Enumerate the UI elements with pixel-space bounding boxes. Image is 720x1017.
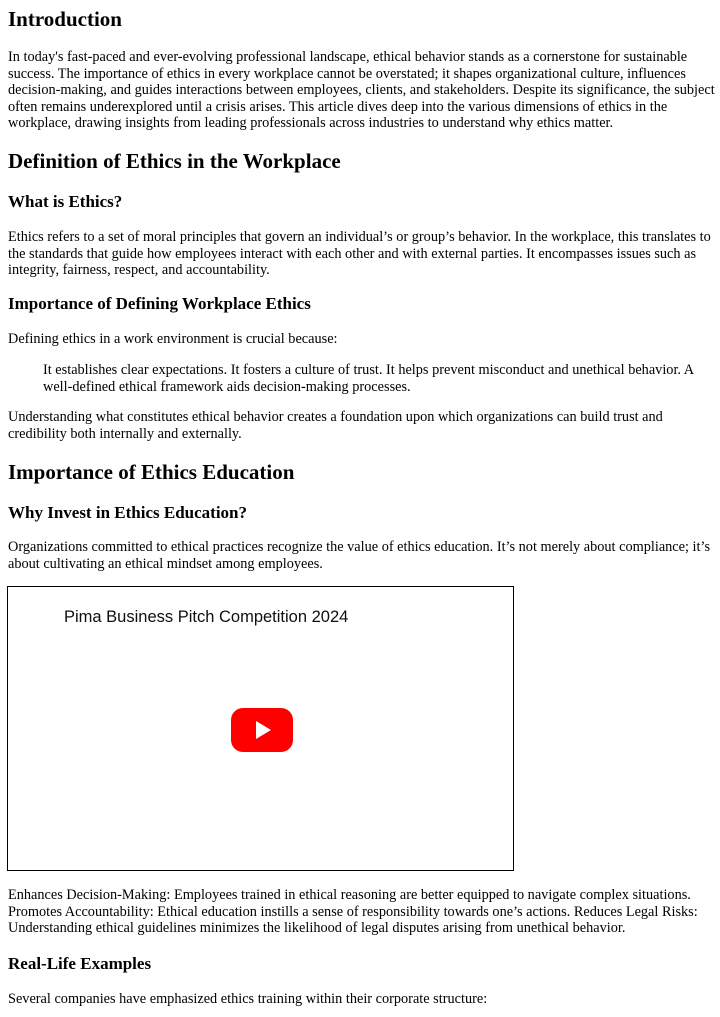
paragraph-understanding: Understanding what constitutes ethical behavior creates a foundation upon which organizations can build trust and credibility both internally and externally. (8, 409, 663, 442)
paragraph-benefits: Enhances Decision-Making: Employees trained in ethical reasoning are better equipped to navigate complex situations. Promotes Accountability: Ethical education instills a sense of responsibility towards one’s actions. Reduces Legal Risks: Understanding ethical guidelines minimizes the likelihood of legal disputes arising from unethical behavior. (8, 887, 698, 936)
paragraph-what-is-ethics: Ethics refers to a set of moral principles that govern an individual’s or group’s behavior. In the workplace, this translates to the standards that guide how employees interact with each other and with external parties. It encompasses issues such as integrity, fairness, respect, and accountability. (8, 229, 711, 278)
paragraph-introduction: In today's fast-paced and ever-evolving professional landscape, ethical behavior stands as a cornerstone for sustainable success. The importance of ethics in every workplace cannot be overstated; it shapes organizational culture, influences decision-making, and guides interactions between employees, clients, and stakeholders. Despite its significance, the subject often remains underexplored until a crisis arises. This article dives deep into the various dimensions of ethics in the workplace, drawing insights from leading professionals across industries to understand why ethics matter. (8, 49, 715, 131)
blockquote-text: It establishes clear expectations. It fosters a culture of trust. It helps prevent misconduct and unethical behavior. A well-defined ethical framework aids decision-making processes. (43, 362, 694, 395)
heading-introduction: Introduction (8, 7, 122, 31)
subheading-importance-defining: Importance of Defining Workplace Ethics (8, 294, 311, 313)
blockquote-reasons (43, 362, 713, 395)
youtube-play-icon[interactable] (231, 708, 293, 752)
video-embed[interactable] (7, 586, 514, 871)
subheading-what-is-ethics: What is Ethics? (8, 192, 123, 211)
heading-ethics-education: Importance of Ethics Education (8, 460, 295, 484)
paragraph-examples-intro: Several companies have emphasized ethics training within their corporate structure: (8, 991, 488, 1007)
subheading-why-invest: Why Invest in Ethics Education? (8, 503, 247, 522)
paragraph-defining-intro: Defining ethics in a work environment is crucial because: (8, 331, 338, 347)
subheading-real-life-examples: Real-Life Examples (8, 954, 152, 973)
heading-definition: Definition of Ethics in the Workplace (8, 149, 341, 173)
paragraph-organizations: Organizations committed to ethical practices recognize the value of ethics education. It’s not merely about compliance; it’s about cultivating an ethical mindset among employees. (8, 539, 711, 572)
video-title[interactable]: Pima Business Pitch Competition 2024 (64, 608, 349, 626)
